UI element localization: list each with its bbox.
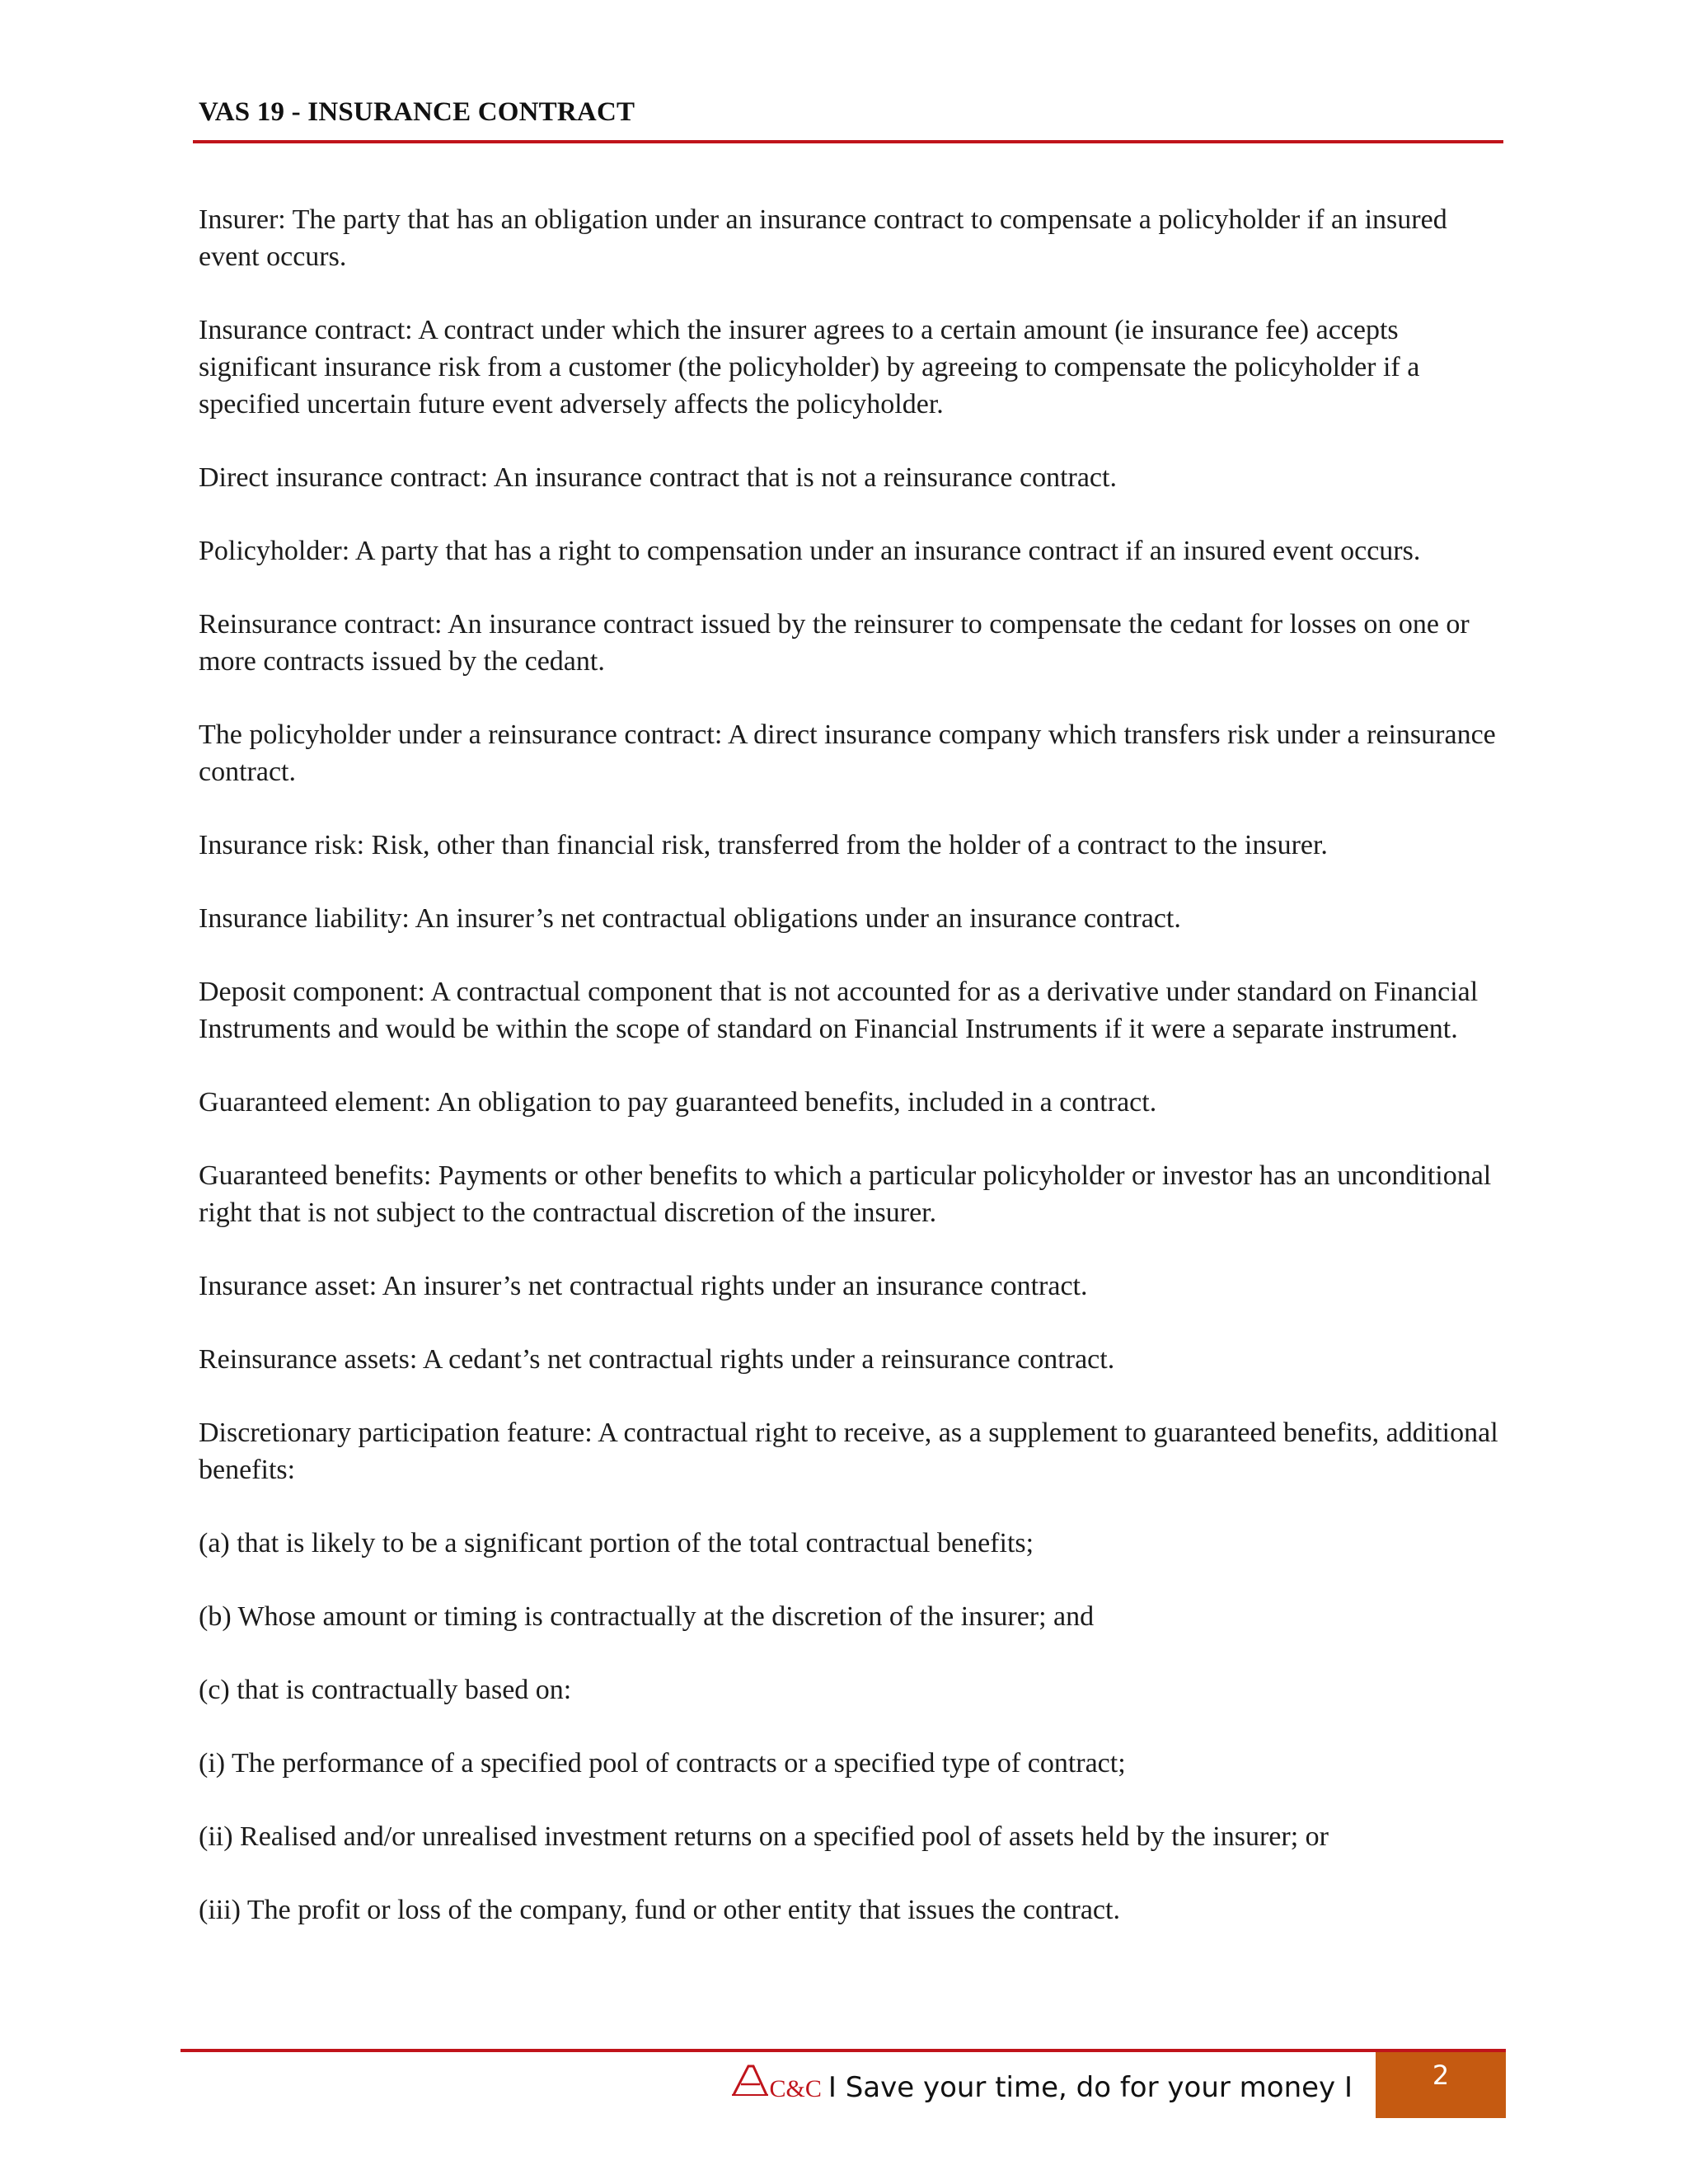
list-item-i: (i) The performance of a specified pool of contracts or a specified type of contract; xyxy=(199,1748,1126,1779)
list-item-b: (b) Whose amount or timing is contractually at the discretion of the insurer; and xyxy=(199,1601,1095,1632)
list-item-ii: (ii) Realised and/or unrealised investment returns on a specified pool of assets held by the insurer; or xyxy=(199,1821,1329,1852)
header-divider xyxy=(193,140,1503,143)
paragraph-reinsurance-assets: Reinsurance assets: A cedant’s net contractual rights under a reinsurance contract. xyxy=(199,1344,1115,1375)
paragraph-discretionary-participation: Discretionary participation feature: A contractual right to receive, as a supplement to guaranteed benefits, additional benefits: xyxy=(199,1418,1498,1485)
paragraph-insurance-asset: Insurance asset: An insurer’s net contractual rights under an insurance contract. xyxy=(199,1271,1088,1301)
brand-abbreviation: C&C xyxy=(769,2075,822,2102)
brand-slogan: I Save your time, do for your money I xyxy=(828,2071,1353,2104)
paragraph-insurer: Insurer: The party that has an obligation under an insurance contract to compensate a policyholder if an insured event occurs. xyxy=(199,204,1447,272)
paragraph-deposit-component: Deposit component: A contractual component that is not accounted for as a derivative under standard on Financial Instruments and would be within the scope of standard on Financial Instruments if it were a separate instrument. xyxy=(199,977,1479,1044)
document-body xyxy=(199,201,1509,1929)
paragraph-guaranteed-element: Guaranteed element: An obligation to pay guaranteed benefits, included in a contract. xyxy=(199,1087,1157,1118)
list-item-c: (c) that is contractually based on: xyxy=(199,1675,572,1705)
company-logo-icon xyxy=(732,2064,768,2097)
paragraph-policyholder: Policyholder: A party that has a right to compensation under an insurance contract if an insured event occurs. xyxy=(199,536,1421,566)
list-item-a: (a) that is likely to be a significant portion of the total contractual benefits; xyxy=(199,1528,1034,1558)
paragraph-reinsurance-policyholder: The policyholder under a reinsurance contract: A direct insurance company which transfers risk under a reinsurance contract. xyxy=(199,719,1496,787)
page-footer xyxy=(181,2052,1506,2110)
paragraph-reinsurance-contract: Reinsurance contract: An insurance contract issued by the reinsurer to compensate the cedant for losses on one or more contracts issued by the cedant. xyxy=(199,609,1470,677)
paragraph-insurance-liability: Insurance liability: An insurer’s net contractual obligations under an insurance contract. xyxy=(199,903,1181,934)
paragraph-insurance-risk: Insurance risk: Risk, other than financial risk, transferred from the holder of a contract to the insurer. xyxy=(199,830,1328,860)
list-item-iii: (iii) The profit or loss of the company, fund or other entity that issues the contract. xyxy=(199,1895,1120,1925)
page-header-title: VAS 19 - INSURANCE CONTRACT xyxy=(199,97,635,127)
paragraph-direct-insurance-contract: Direct insurance contract: An insurance contract that is not a reinsurance contract. xyxy=(199,462,1117,493)
paragraph-insurance-contract: Insurance contract: A contract under which the insurer agrees to a certain amount (ie insurance fee) accepts significant insurance risk from a customer (the policyholder) by agreeing to compensate the policyholder if a specified uncertain future event adversely affects the policyholder. xyxy=(199,315,1420,419)
footer-brand xyxy=(732,2064,1353,2104)
paragraph-guaranteed-benefits: Guaranteed benefits: Payments or other benefits to which a particular policyholder or investor has an unconditional right that is not subject to the contractual discretion of the insurer. xyxy=(199,1160,1492,1228)
page-number: 2 xyxy=(1376,2052,1506,2118)
